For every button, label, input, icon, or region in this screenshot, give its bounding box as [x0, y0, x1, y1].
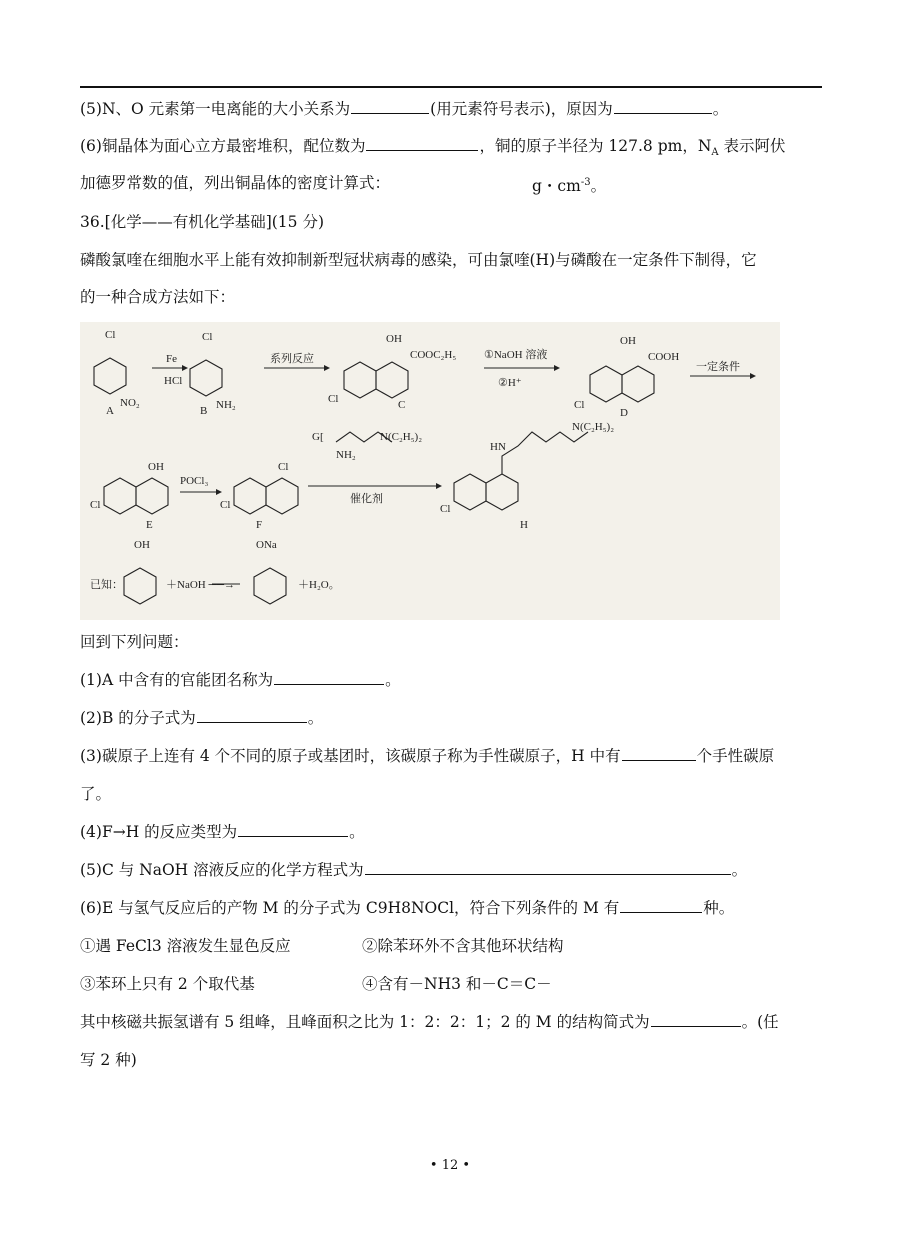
ring-f2 — [266, 478, 298, 514]
ring-c2 — [376, 362, 408, 398]
cond-row1: ①遇 FeCl3 溶液发生显色反应 ②除苯环外不含其他环状结构 — [80, 937, 564, 955]
p1-line: (1)A 中含有的官能团名称为 。 — [80, 671, 401, 689]
reagent-hcl: HCl — [164, 375, 183, 387]
label-cooet: COOC₂H₅ — [410, 349, 457, 361]
ring-e2 — [136, 478, 168, 514]
synthesis-scheme — [80, 322, 780, 620]
label-oh: OH — [148, 461, 164, 473]
label-a: A — [106, 405, 114, 417]
page-number: • 12 • — [429, 1158, 471, 1173]
p5-line: (5)C 与 NaOH 溶液反应的化学方程式为 。 — [80, 861, 748, 879]
ring-known-2 — [254, 568, 286, 604]
label-net2: N(C₂H₅)₂ — [380, 431, 423, 443]
label-cooh: COOH — [648, 351, 680, 363]
ring-h2 — [486, 474, 518, 510]
label-hn: HN — [490, 441, 506, 453]
answer-blank[interactable] — [274, 670, 384, 685]
answer-blank[interactable] — [365, 860, 731, 875]
last-line2: 写 2 种) — [80, 1051, 137, 1069]
label-c: C — [398, 399, 406, 411]
label-cl: Cl — [328, 393, 339, 405]
label-cl: Cl — [220, 499, 231, 511]
answer-blank[interactable] — [651, 1012, 741, 1027]
label-cl: Cl — [90, 499, 101, 511]
label-cl: Cl — [574, 399, 585, 411]
reagent-g: G[ — [312, 431, 324, 443]
label-plus-h2o: ＋H₂O。 — [298, 579, 340, 591]
intro-line1: 磷酸氯喹在细胞水平上能有效抑制新型冠状病毒的感染，可由氯喹(H)与磷酸在一定条件下制得，它 — [80, 251, 757, 269]
ring-f1 — [234, 478, 266, 514]
top-rule — [80, 86, 822, 88]
q6-line1: (6)铜晶体为面心立方最密堆积，配位数为 ，铜的原子半径为 127.8 pm，$N_A$ 表示阿伏 — [80, 137, 786, 159]
answer-prompt: 回到下列问题： — [80, 633, 189, 651]
p3-line1: (3)碳原子上连有 4 个不同的原子或基团时，该碳原子称为手性碳原子，H 中有 个手性碳原 — [80, 747, 775, 765]
p4-line: (4)F→H 的反应类型为 。 — [80, 823, 365, 841]
label-oh: OH — [134, 539, 150, 551]
cond-row2: ③苯环上只有 2 个取代基 ④含有－NH3 和－C＝C－ — [80, 975, 552, 993]
density-unit: g・$cm^{-3}$。 — [532, 177, 607, 196]
reagent-fe: Fe — [166, 353, 177, 365]
ring-e1 — [104, 478, 136, 514]
label-nh2: NH₂ — [336, 449, 356, 461]
label-no2: NO₂ — [120, 397, 140, 409]
q5-line: (5)N、O 元素第一电离能的大小关系为 (用元素符号表示)，原因为 。 — [80, 100, 729, 118]
ring-c1 — [344, 362, 376, 398]
intro-line2: 的一种合成方法如下： — [80, 288, 236, 306]
answer-blank[interactable] — [197, 708, 307, 723]
reagent-series: 系列反应 — [270, 353, 314, 365]
ring-d1 — [590, 366, 622, 402]
label-net2: N(C₂H₅)₂ — [572, 421, 615, 433]
q36-title: 36.[化学——有机化学基础](15 分) — [80, 213, 324, 231]
label-cl: Cl — [202, 331, 213, 343]
answer-blank[interactable] — [614, 99, 712, 114]
ring-h1 — [454, 474, 486, 510]
label-plus-naoh: ＋NaOH ──→ — [166, 579, 236, 591]
label-h: H — [520, 519, 528, 531]
answer-blank[interactable] — [622, 746, 696, 761]
label-cl: Cl — [440, 503, 451, 515]
reagent-naoh: ①NaOH 溶液 — [484, 349, 548, 361]
reagent-catalyst: 催化剂 — [350, 493, 383, 505]
p3-line2: 了。 — [80, 785, 112, 803]
label-b: B — [200, 405, 208, 417]
label-cl: Cl — [278, 461, 289, 473]
reagent-hplus: ②H⁺ — [498, 377, 522, 389]
ring-d2 — [622, 366, 654, 402]
p6-line: (6)E 与氢气反应后的产物 M 的分子式为 C9H8NOCl，符合下列条件的 M 有 种。 — [80, 899, 735, 917]
answer-blank[interactable] — [366, 136, 478, 151]
ring-b — [190, 360, 222, 396]
label-cl: Cl — [105, 329, 116, 341]
reagent-condition: 一定条件 — [696, 361, 740, 373]
answer-blank[interactable] — [620, 898, 702, 913]
ring-a — [94, 358, 126, 394]
label-known: 已知： — [90, 579, 123, 591]
label-e: E — [146, 519, 153, 531]
label-d: D — [620, 407, 628, 419]
last-line1: 其中核磁共振氢谱有 5 组峰，且峰面积之比为 1：2：2：1；2 的 M 的结构简式为 。(任 — [80, 1013, 779, 1031]
answer-blank[interactable] — [238, 822, 348, 837]
label-nh2: NH₂ — [216, 399, 236, 411]
cond2: ②除苯环外不含其他环状结构 — [362, 937, 564, 955]
p2-line: (2)B 的分子式为 。 — [80, 709, 324, 727]
q6-line2: 加德罗常数的值，列出铜晶体的密度计算式： g・$cm^{-3}$。 — [80, 174, 607, 196]
ring-known-1 — [124, 568, 156, 604]
label-f: F — [256, 519, 263, 531]
answer-blank[interactable] — [351, 99, 429, 114]
label-oh: OH — [386, 333, 402, 345]
label-ona: ONa — [256, 539, 277, 551]
cond4: ④含有－NH3 和－C＝C－ — [362, 975, 552, 993]
label-oh: OH — [620, 335, 636, 347]
reagent-pocl3: POCl₃ — [180, 475, 209, 487]
side-chain — [502, 432, 588, 474]
